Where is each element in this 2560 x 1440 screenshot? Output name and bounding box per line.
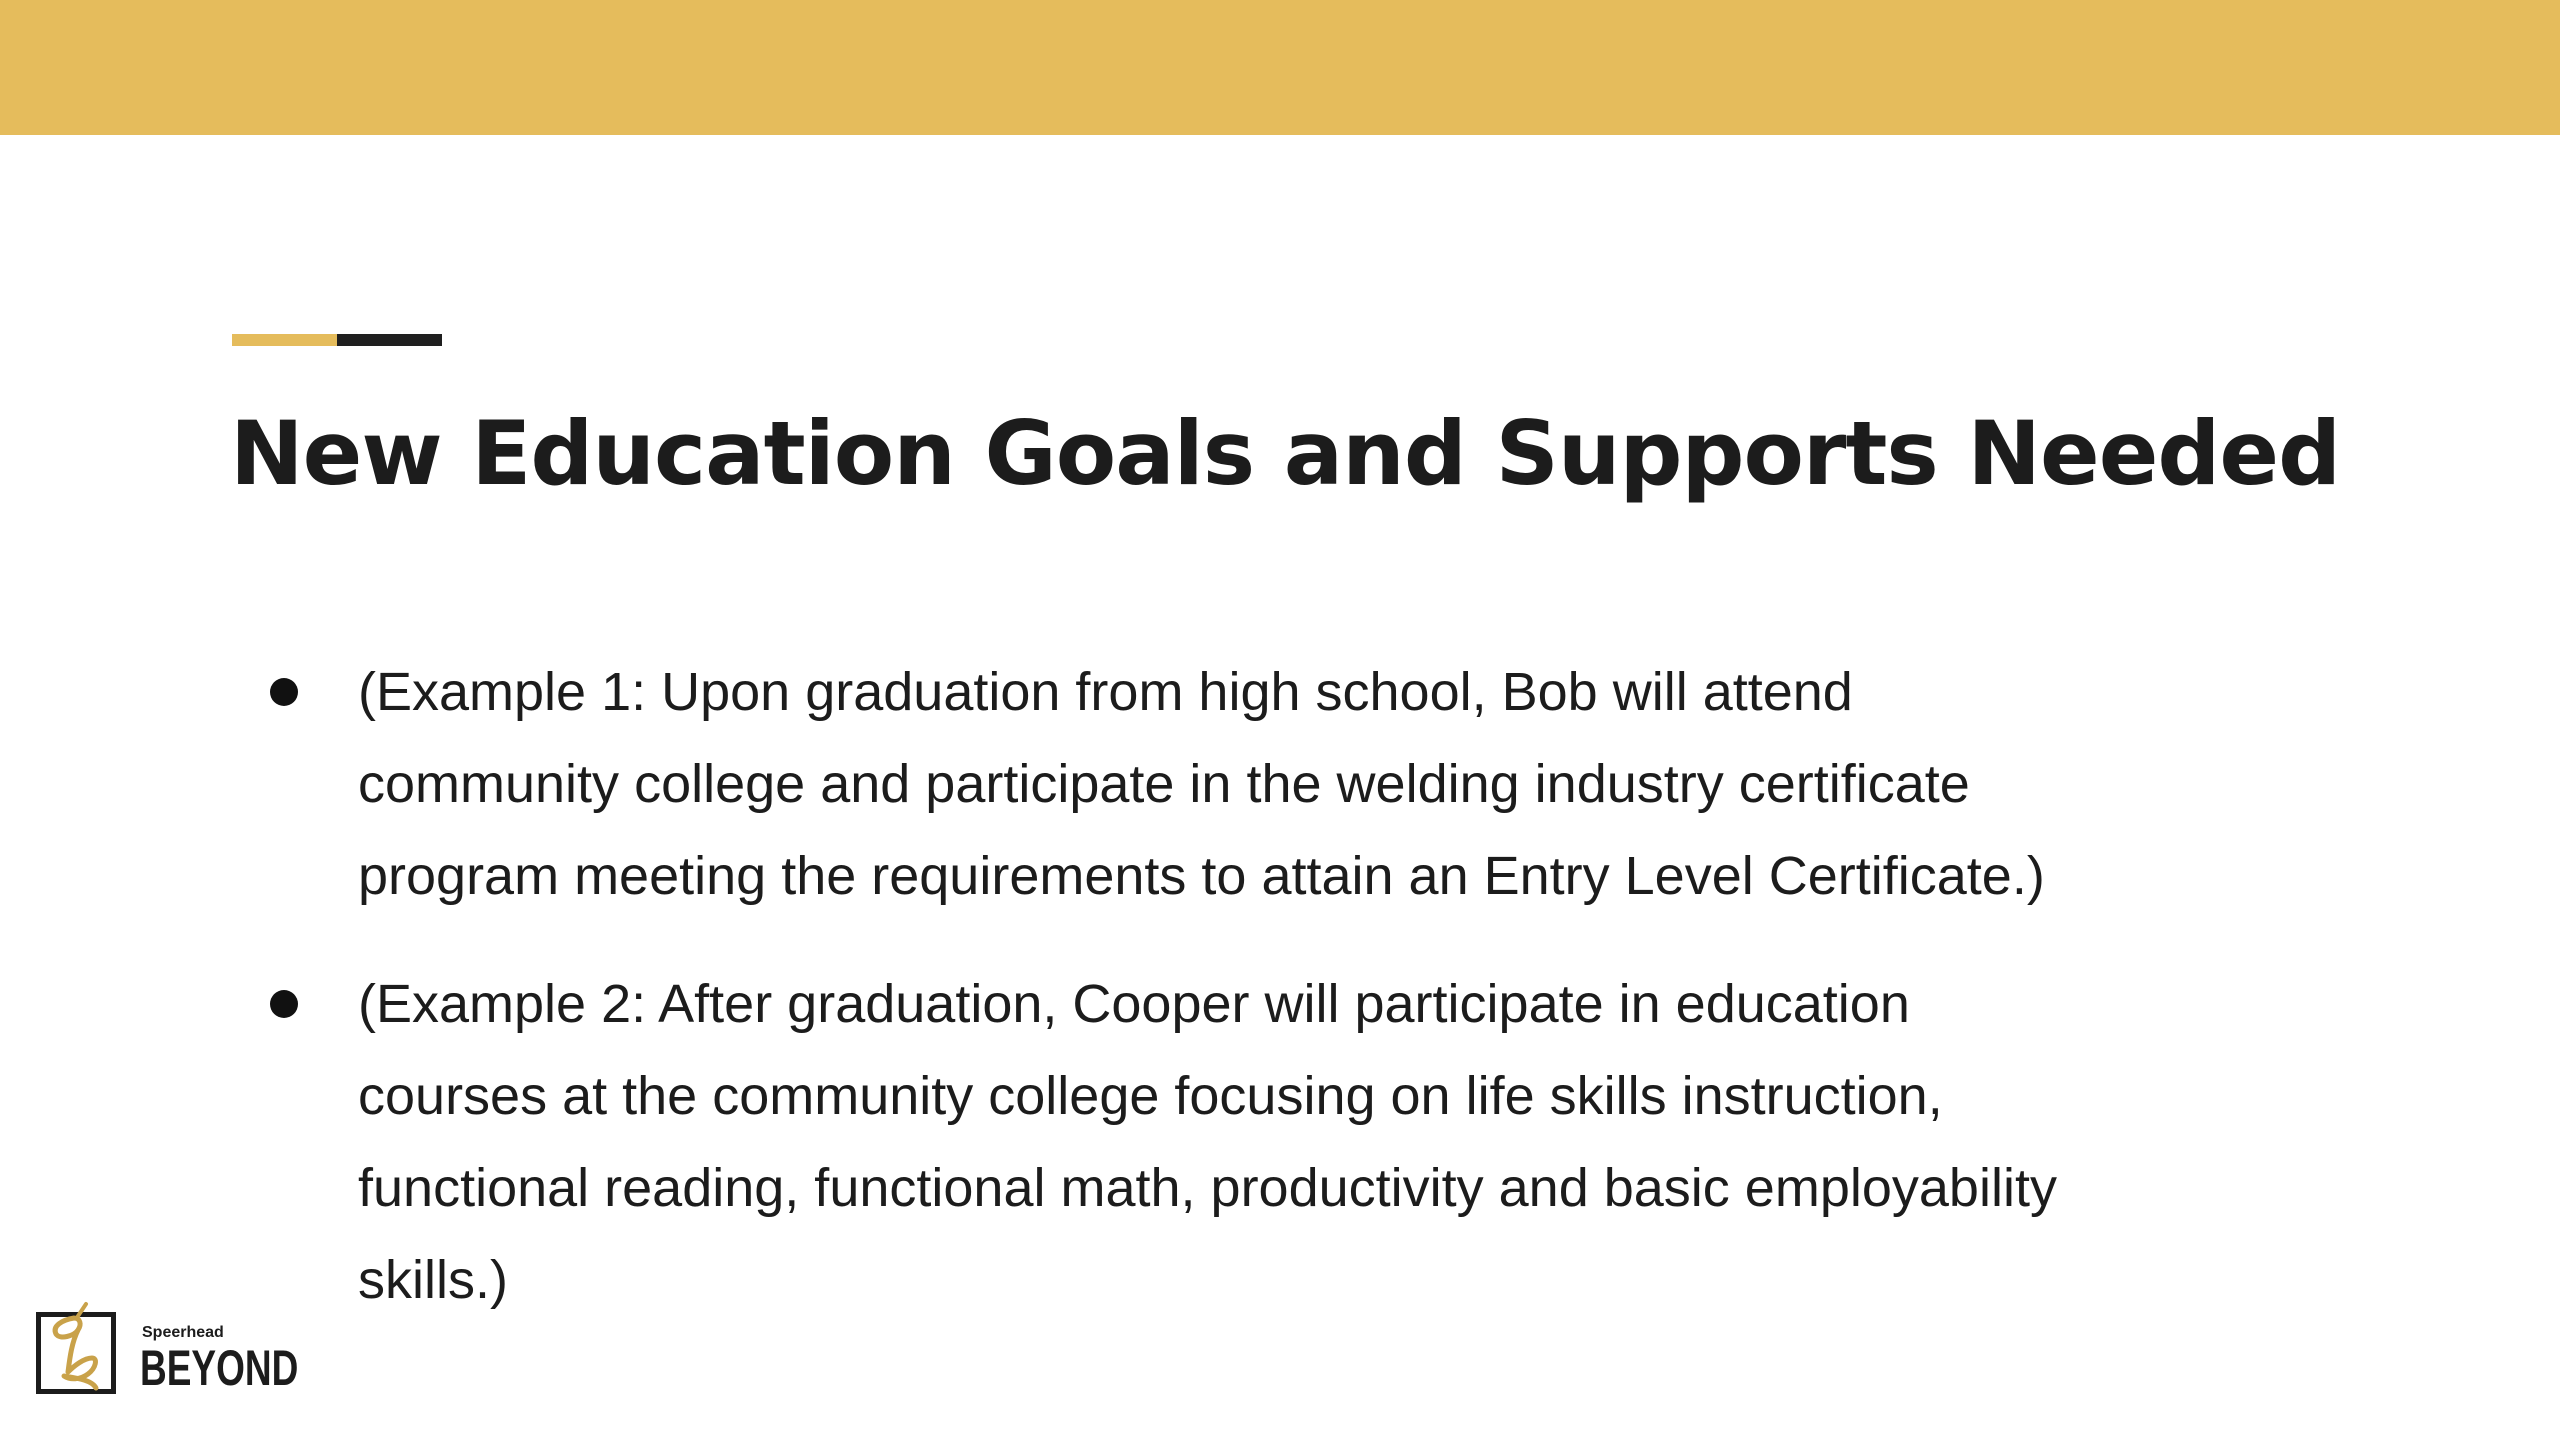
logo-small-text: Speerhead xyxy=(142,1324,224,1341)
bullet-dot-icon xyxy=(270,990,298,1018)
bullet-text: (Example 1: Upon graduation from high school, Bob will attend community college and participate in the welding industry certificate program meeting the requirements to attain an Entry Level Certificate.) xyxy=(358,662,2045,906)
bullet-dot-icon xyxy=(270,678,298,706)
accent-rule-dark-segment xyxy=(337,334,442,346)
bullet-list xyxy=(230,646,2080,1362)
bullet-item-example-2 xyxy=(230,958,2080,1326)
logo-wordmark: BEYOND xyxy=(140,1340,299,1396)
stylized-b-logo-icon xyxy=(34,1296,124,1401)
bullet-text: (Example 2: After graduation, Cooper will participate in education courses at the community college focusing on life skills instruction, functional reading, functional math, productivity and basic employability skills.) xyxy=(358,974,2057,1310)
brand-logo xyxy=(34,1296,324,1406)
bullet-item-example-1 xyxy=(230,646,2080,922)
accent-rule-gold-segment xyxy=(232,334,337,346)
title-accent-rule xyxy=(232,334,442,346)
slide-title: New Education Goals and Supports Needed xyxy=(230,402,2341,505)
top-accent-band xyxy=(0,0,2560,135)
